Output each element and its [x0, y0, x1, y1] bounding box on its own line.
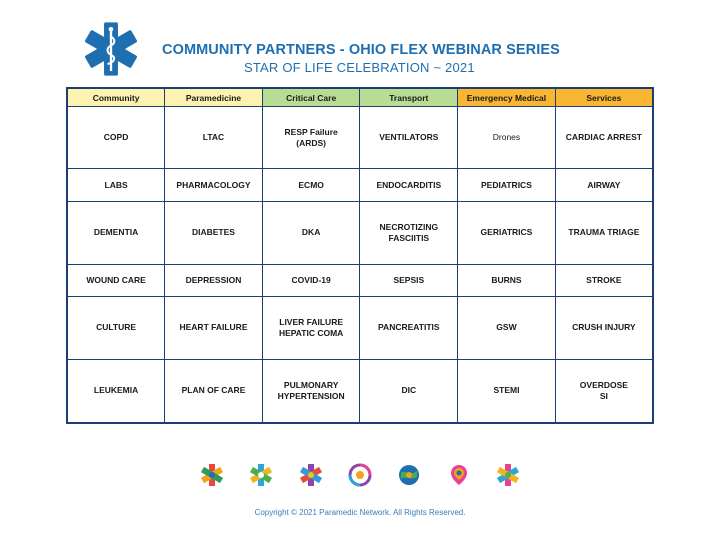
- table-cell: CRUSH INJURY: [555, 297, 653, 359]
- table-cell: OVERDOSE SI: [555, 359, 653, 423]
- table-cell: STROKE: [555, 264, 653, 297]
- table-cell: WOUND CARE: [67, 264, 165, 297]
- table-cell: GSW: [458, 297, 556, 359]
- page-subtitle: STAR OF LIFE CELEBRATION ~ 2021: [244, 60, 475, 75]
- table-row: [67, 359, 653, 423]
- table-cell: COVID-19: [262, 264, 360, 297]
- table-cell: CARDIAC ARREST: [555, 107, 653, 169]
- table-row: [67, 107, 653, 169]
- table-cell: LEUKEMIA: [67, 359, 165, 423]
- table-row: [67, 264, 653, 297]
- table-cell: BURNS: [458, 264, 556, 297]
- header-row: [67, 88, 653, 107]
- table-cell: DIABETES: [165, 202, 263, 264]
- column-header-paramedicine: Paramedicine: [165, 88, 263, 107]
- table-cell: COPD: [67, 107, 165, 169]
- table-cell: ENDOCARDITIS: [360, 169, 458, 202]
- table-cell: SEPSIS: [360, 264, 458, 297]
- column-header-emergency-medical: Emergency Medical: [458, 88, 556, 107]
- table-cell: LABS: [67, 169, 165, 202]
- table-cell: VENTILATORS: [360, 107, 458, 169]
- partner-logo-icon-7: [496, 463, 520, 487]
- table-cell: AIRWAY: [555, 169, 653, 202]
- table-cell: CULTURE: [67, 297, 165, 359]
- table-cell: HEART FAILURE: [165, 297, 263, 359]
- table-cell: PHARMACOLOGY: [165, 169, 263, 202]
- partner-logo-icon-6: [447, 463, 471, 487]
- table-cell: STEMI: [458, 359, 556, 423]
- column-header-critical-care: Critical Care: [262, 88, 360, 107]
- partner-logo-icon-1: [200, 463, 224, 487]
- table-cell: PANCREATITIS: [360, 297, 458, 359]
- partner-logos: [200, 462, 520, 488]
- partner-logo-icon-5: [397, 463, 421, 487]
- partner-logo-icon-4: [348, 463, 372, 487]
- table-cell: Drones: [458, 107, 556, 169]
- star-of-life-icon: [82, 20, 140, 78]
- partner-logo-icon-2: [249, 463, 273, 487]
- table-cell: TRAUMA TRIAGE: [555, 202, 653, 264]
- table-cell: NECROTIZING FASCIITIS: [360, 202, 458, 264]
- table-row: [67, 297, 653, 359]
- table-cell: DEMENTIA: [67, 202, 165, 264]
- table-cell: PEDIATRICS: [458, 169, 556, 202]
- column-header-community: Community: [67, 88, 165, 107]
- table-cell: DEPRESSION: [165, 264, 263, 297]
- table-cell: LIVER FAILURE HEPATIC COMA: [262, 297, 360, 359]
- topics-table: [66, 87, 654, 424]
- table-row: [67, 169, 653, 202]
- table-cell: PLAN OF CARE: [165, 359, 263, 423]
- table-cell: DKA: [262, 202, 360, 264]
- table-row: [67, 202, 653, 264]
- table-cell: ECMO: [262, 169, 360, 202]
- page-title: COMMUNITY PARTNERS - OHIO FLEX WEBINAR SERIES: [162, 42, 560, 58]
- copyright-text: Copyright © 2021 Paramedic Network. All Rights Reserved.: [254, 508, 466, 517]
- table-cell: PULMONARY HYPERTENSION: [262, 359, 360, 423]
- table-cell: GERIATRICS: [458, 202, 556, 264]
- table-cell: DIC: [360, 359, 458, 423]
- partner-logo-icon-3: [299, 463, 323, 487]
- column-header-services: Services: [555, 88, 653, 107]
- column-header-transport: Transport: [360, 88, 458, 107]
- table-cell: RESP Failure (ARDS): [262, 107, 360, 169]
- table-cell: LTAC: [165, 107, 263, 169]
